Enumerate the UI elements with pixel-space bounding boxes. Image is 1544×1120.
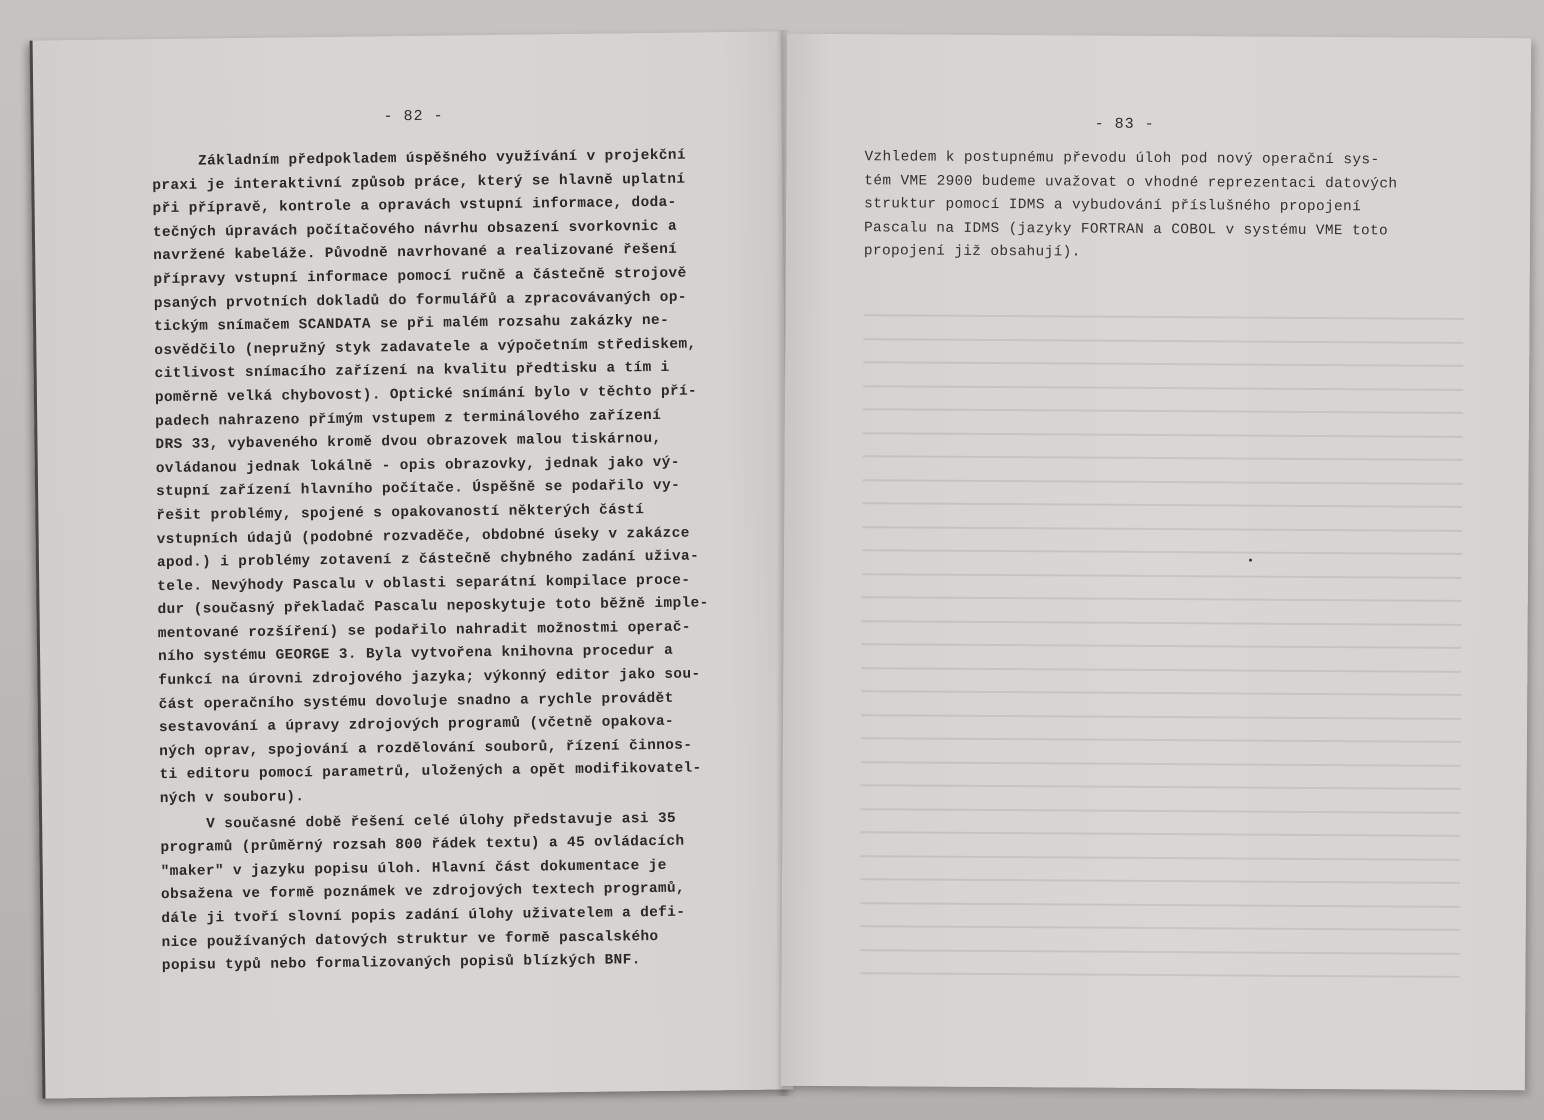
- ink-speck: [1249, 559, 1252, 562]
- text-line: navržené kabeláže. Původně navrhované a realizované řešení: [153, 242, 678, 265]
- text-line: funkcí na úrovni zdrojového jazyka; výkonný editor jako sou-: [158, 666, 701, 690]
- text-line: tele. Nevýhody Pascalu v oblasti separátní kompilace proce-: [157, 572, 691, 595]
- text-line: tém VME 2900 budeme uvažovat o vhodné reprezentaci datových: [864, 172, 1398, 193]
- text-line: obsažena ve formě poznámek ve zdrojových textech programů,: [160, 881, 686, 904]
- text-line: poměrně velká chybovost). Optické snímání bylo v těchto pří-: [154, 383, 698, 407]
- text-line: psaných prvotních dokladů do formulářů a zpracovávaných op-: [153, 289, 687, 312]
- left-page: [30, 31, 794, 1098]
- text-line: Pascalu na IDMS (jazyky FORTRAN a COBOL v systému VME toto: [863, 219, 1389, 240]
- text-line: citlivost snímacího zařízení na kvalitu předtisku a tím i: [154, 360, 670, 383]
- text-line: padech nahrazeno přímým vstupem z terminálového zařízení: [155, 407, 662, 430]
- text-line: "maker" v jazyku popisu úloh. Hlavní část dokumentace je: [160, 857, 667, 880]
- page-number-right: - 83 -: [1094, 115, 1155, 133]
- text-line: mentované rozšíření) se podařilo nahradit možnostmi operač-: [157, 619, 692, 642]
- text-line: osvědčilo (nepružný styk zadavatele a výpočetním střediskem,: [154, 336, 697, 359]
- text-line: část operačního systému dovoluje snadno a rychle provádět: [158, 690, 674, 713]
- text-line: nice používaných datových struktur ve formě pascalského: [161, 928, 659, 951]
- text-line: struktur pomocí IDMS a vybudování příslušného propojení: [864, 196, 1362, 216]
- text-line: Základním předpokladem úspěšného využívání v projekční: [197, 147, 687, 170]
- text-line: Vzhledem k postupnému převodu úloh pod nový operační sys-: [864, 149, 1380, 169]
- text-line: dále ji tvoří slovní popis zadání úlohy uživatelem a defi-: [161, 904, 686, 928]
- left-page-body: [152, 144, 752, 979]
- text-line: řešit problémy, spojené s opakovaností některých částí: [156, 502, 645, 525]
- text-line: tečných úpravách počítačového návrhu obsazení svorkovnic a: [152, 218, 678, 241]
- text-line: ných oprav, spojování a rozdělování souborů, řízení činnos-: [159, 737, 693, 760]
- text-line: ovládanou jednak lokálně - opis obrazovky, jednak jako vý-: [155, 454, 680, 477]
- text-line: propojení již obsahují).: [863, 243, 1081, 261]
- text-line: ti editoru pomocí parametrů, uložených a opět modifikovatel-: [159, 760, 702, 784]
- text-line: V současné době řešení celé úlohy představuje asi 35: [206, 810, 677, 833]
- show-through-text: [859, 314, 1463, 999]
- text-line: praxi je interaktivní způsob práce, který se hlavně uplatní: [152, 171, 686, 194]
- text-line: stupní zařízení hlavního počítače. Úspěšně se podařilo vy-: [155, 478, 681, 501]
- text-line: programů (průměrný rozsah 800 řádek textu) a 45 ovládacích: [160, 833, 685, 857]
- text-line: DRS 33, vybaveného kromě dvou obrazovek malou tiskárnou,: [155, 431, 662, 454]
- right-page: [781, 34, 1531, 1091]
- text-line: apod.) i problémy zotavení z částečně chybného zadání uživa-: [156, 548, 700, 572]
- text-line: ných v souboru).: [159, 789, 305, 808]
- text-line: tickým snímačem SCANDATA se při malém rozsahu zakázky ne-: [153, 312, 670, 336]
- page-number-left: - 82 -: [383, 107, 444, 126]
- text-line: vstupních údajů (podobné rozvaděče, obdobné úseky v zakázce: [156, 525, 690, 548]
- text-line: při přípravě, kontrole a opravách vstupní informace, doda-: [152, 194, 677, 218]
- text-line: dur (současný překladač Pascalu neposkytuje toto běžně imple-: [157, 595, 709, 619]
- text-line: přípravy vstupní informace pomocí ručně a částečně strojově: [153, 265, 687, 289]
- right-page-body: [864, 146, 1455, 268]
- text-line: ního systému GEORGE 3. Byla vytvořena knihovna procedur a: [158, 643, 674, 666]
- text-line: popisu typů nebo formalizovaných popisů blízkých BNF.: [161, 952, 641, 975]
- text-line: sestavování a úpravy zdrojových programů (včetně opakova-: [158, 714, 675, 737]
